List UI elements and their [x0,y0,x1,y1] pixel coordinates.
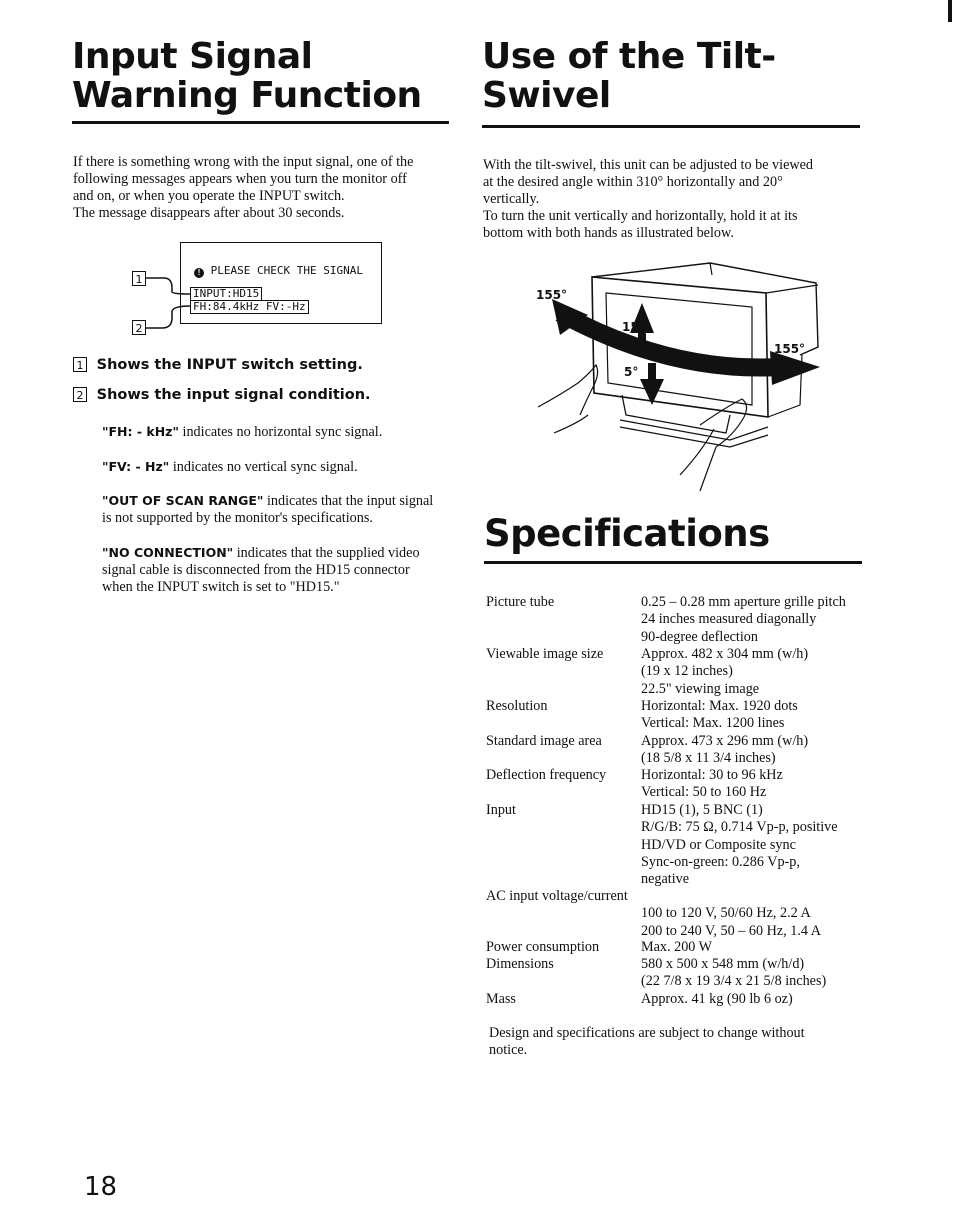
callout-leaders [128,242,198,340]
title-rule-left [72,121,449,124]
scan-edge-mark [948,0,952,22]
spec-label: AC input voltage/current [486,888,628,904]
info-icon: ! [194,268,204,278]
note-term: "NO CONNECTION" [102,545,234,560]
spec-note-line: notice. [489,1042,528,1058]
spec-value [641,646,871,698]
spec-value [641,733,871,768]
item-2-text: Shows the input signal condition. [96,387,371,403]
osd-frequency-line: FH:84.4kHz FV:-Hz [190,300,309,314]
intro-line: at the desired angle within 310° horizontally and 20° [483,174,783,190]
tilt-swivel-illustration [530,255,830,495]
spec-value-line: Sync-on-green: 0.286 Vp-p, [641,853,800,870]
osd-input-line: INPUT:HD15 [190,287,262,301]
angle-down-label: 5° [624,365,639,379]
spec-label: Viewable image size [486,646,604,662]
input-signal-title [72,38,422,116]
spec-value-line: (18 5/8 x 11 3/4 inches) [641,750,776,767]
spec-value-line: (19 x 12 inches) [641,663,733,680]
spec-value [641,767,871,802]
title-line-2: Swivel [482,74,611,116]
spec-value [641,991,871,1008]
title-line-1: Input Signal [72,36,313,77]
title-rule-right [482,125,860,128]
spec-label: Dimensions [486,956,554,972]
spec-label: Deflection frequency [486,767,607,783]
note-fv [102,458,452,476]
page-number: 18 [84,1172,118,1202]
spec-value [641,594,871,646]
note-text: indicates no horizontal sync signal. [182,424,383,440]
spec-label: Picture tube [486,594,555,610]
spec-value-line: Max. 200 W [641,939,713,955]
spec-value-line: 22.5" viewing image [641,680,760,697]
osd-diagram [128,242,383,340]
spec-note [489,1025,869,1059]
note-fh [102,423,452,441]
intro-line: If there is something wrong with the input signal, one of the [73,154,414,170]
spec-value-line: Horizontal: Max. 1920 dots [641,698,798,714]
spec-value-line: Vertical: Max. 1200 lines [641,715,785,732]
note-no-connection [102,544,457,596]
title-line-1: Use of the Tilt- [482,36,776,77]
spec-table [486,594,876,1024]
note-text: is not supported by the monitor's specifications. [102,510,373,526]
monitor-drawing [530,255,830,495]
spec-value [641,802,871,888]
spec-value-line: HD15 (1), 5 BNC (1) [641,802,763,818]
note-text: indicates that the supplied video [236,545,420,561]
specifications-title: Specifications [484,512,770,555]
intro-line: bottom with both hands as illustrated below. [483,225,734,241]
spec-label: Standard image area [486,733,602,749]
intro-line: To turn the unit vertically and horizontally, hold it at its [483,208,798,224]
note-term: "FH: - kHz" [102,424,179,439]
spec-value [641,888,871,940]
spec-value [641,698,871,733]
spec-value-line: 24 inches measured diagonally [641,611,817,628]
note-term: "OUT OF SCAN RANGE" [102,493,264,508]
osd-message [194,264,363,278]
callout-1: 1 [132,271,146,286]
intro-line: and on, or when you operate the INPUT switch. [73,188,345,204]
osd-message-text: PLEASE CHECK THE SIGNAL [210,264,363,277]
angle-up-label: 15° [622,320,645,334]
spec-value-line: 580 x 500 x 548 mm (w/h/d) [641,956,805,972]
spec-value-line: R/G/B: 75 Ω, 0.714 Vp-p, positive [641,819,838,836]
intro-line: following messages appears when you turn the monitor off [73,171,407,187]
spec-value-line: 200 to 240 V, 50 – 60 Hz, 1.4 A [641,922,821,939]
item-signal-condition [73,387,371,404]
intro-line: With the tilt-swivel, this unit can be adjusted to be viewed [483,157,814,173]
spec-value-line [641,888,871,905]
spec-value [641,956,871,991]
spec-value-line: Approx. 473 x 296 mm (w/h) [641,733,809,749]
item-1-text: Shows the INPUT switch setting. [96,357,363,373]
spec-label: Input [486,802,516,818]
spec-value-line: Horizontal: 30 to 96 kHz [641,767,783,783]
title-rule-specs [484,561,862,564]
spec-value [641,939,871,956]
spec-value-line: Vertical: 50 to 160 Hz [641,784,767,801]
note-out-of-scan [102,492,457,527]
note-text: when the INPUT switch is set to "HD15." [102,579,340,595]
spec-value-line: 0.25 – 0.28 mm aperture grille pitch [641,594,846,610]
title-line-2: Warning Function [72,74,422,116]
tilt-swivel-title [482,38,776,116]
note-text: signal cable is disconnected from the HD15 connector [102,562,410,578]
spec-label: Mass [486,991,516,1007]
intro-line: The message disappears after about 30 seconds. [73,205,345,221]
spec-value-line: negative [641,871,690,888]
input-signal-intro [73,154,453,222]
spec-note-line: Design and specifications are subject to change without [489,1025,805,1041]
spec-label: Power consumption [486,939,600,955]
item-number-2: 2 [73,387,87,402]
tilt-swivel-intro [483,157,883,242]
spec-value-line: Approx. 41 kg (90 lb 6 oz) [641,991,793,1007]
spec-value-line: Approx. 482 x 304 mm (w/h) [641,646,809,662]
note-term: "FV: - Hz" [102,459,170,474]
spec-value-line: 100 to 120 V, 50/60 Hz, 2.2 A [641,905,811,922]
item-number-1: 1 [73,357,87,372]
angle-left-label: 155° [536,288,568,302]
spec-value-line: 90-degree deflection [641,628,758,645]
note-text: indicates that the input signal [266,493,434,509]
note-text: indicates no vertical sync signal. [172,459,358,475]
callout-2: 2 [132,320,146,335]
intro-line: vertically. [483,191,540,207]
item-input-setting [73,357,363,374]
angle-right-label: 155° [774,342,806,356]
spec-label: Resolution [486,698,548,714]
spec-value-line: HD/VD or Composite sync [641,836,796,853]
spec-value-line: (22 7/8 x 19 3/4 x 21 5/8 inches) [641,973,827,990]
